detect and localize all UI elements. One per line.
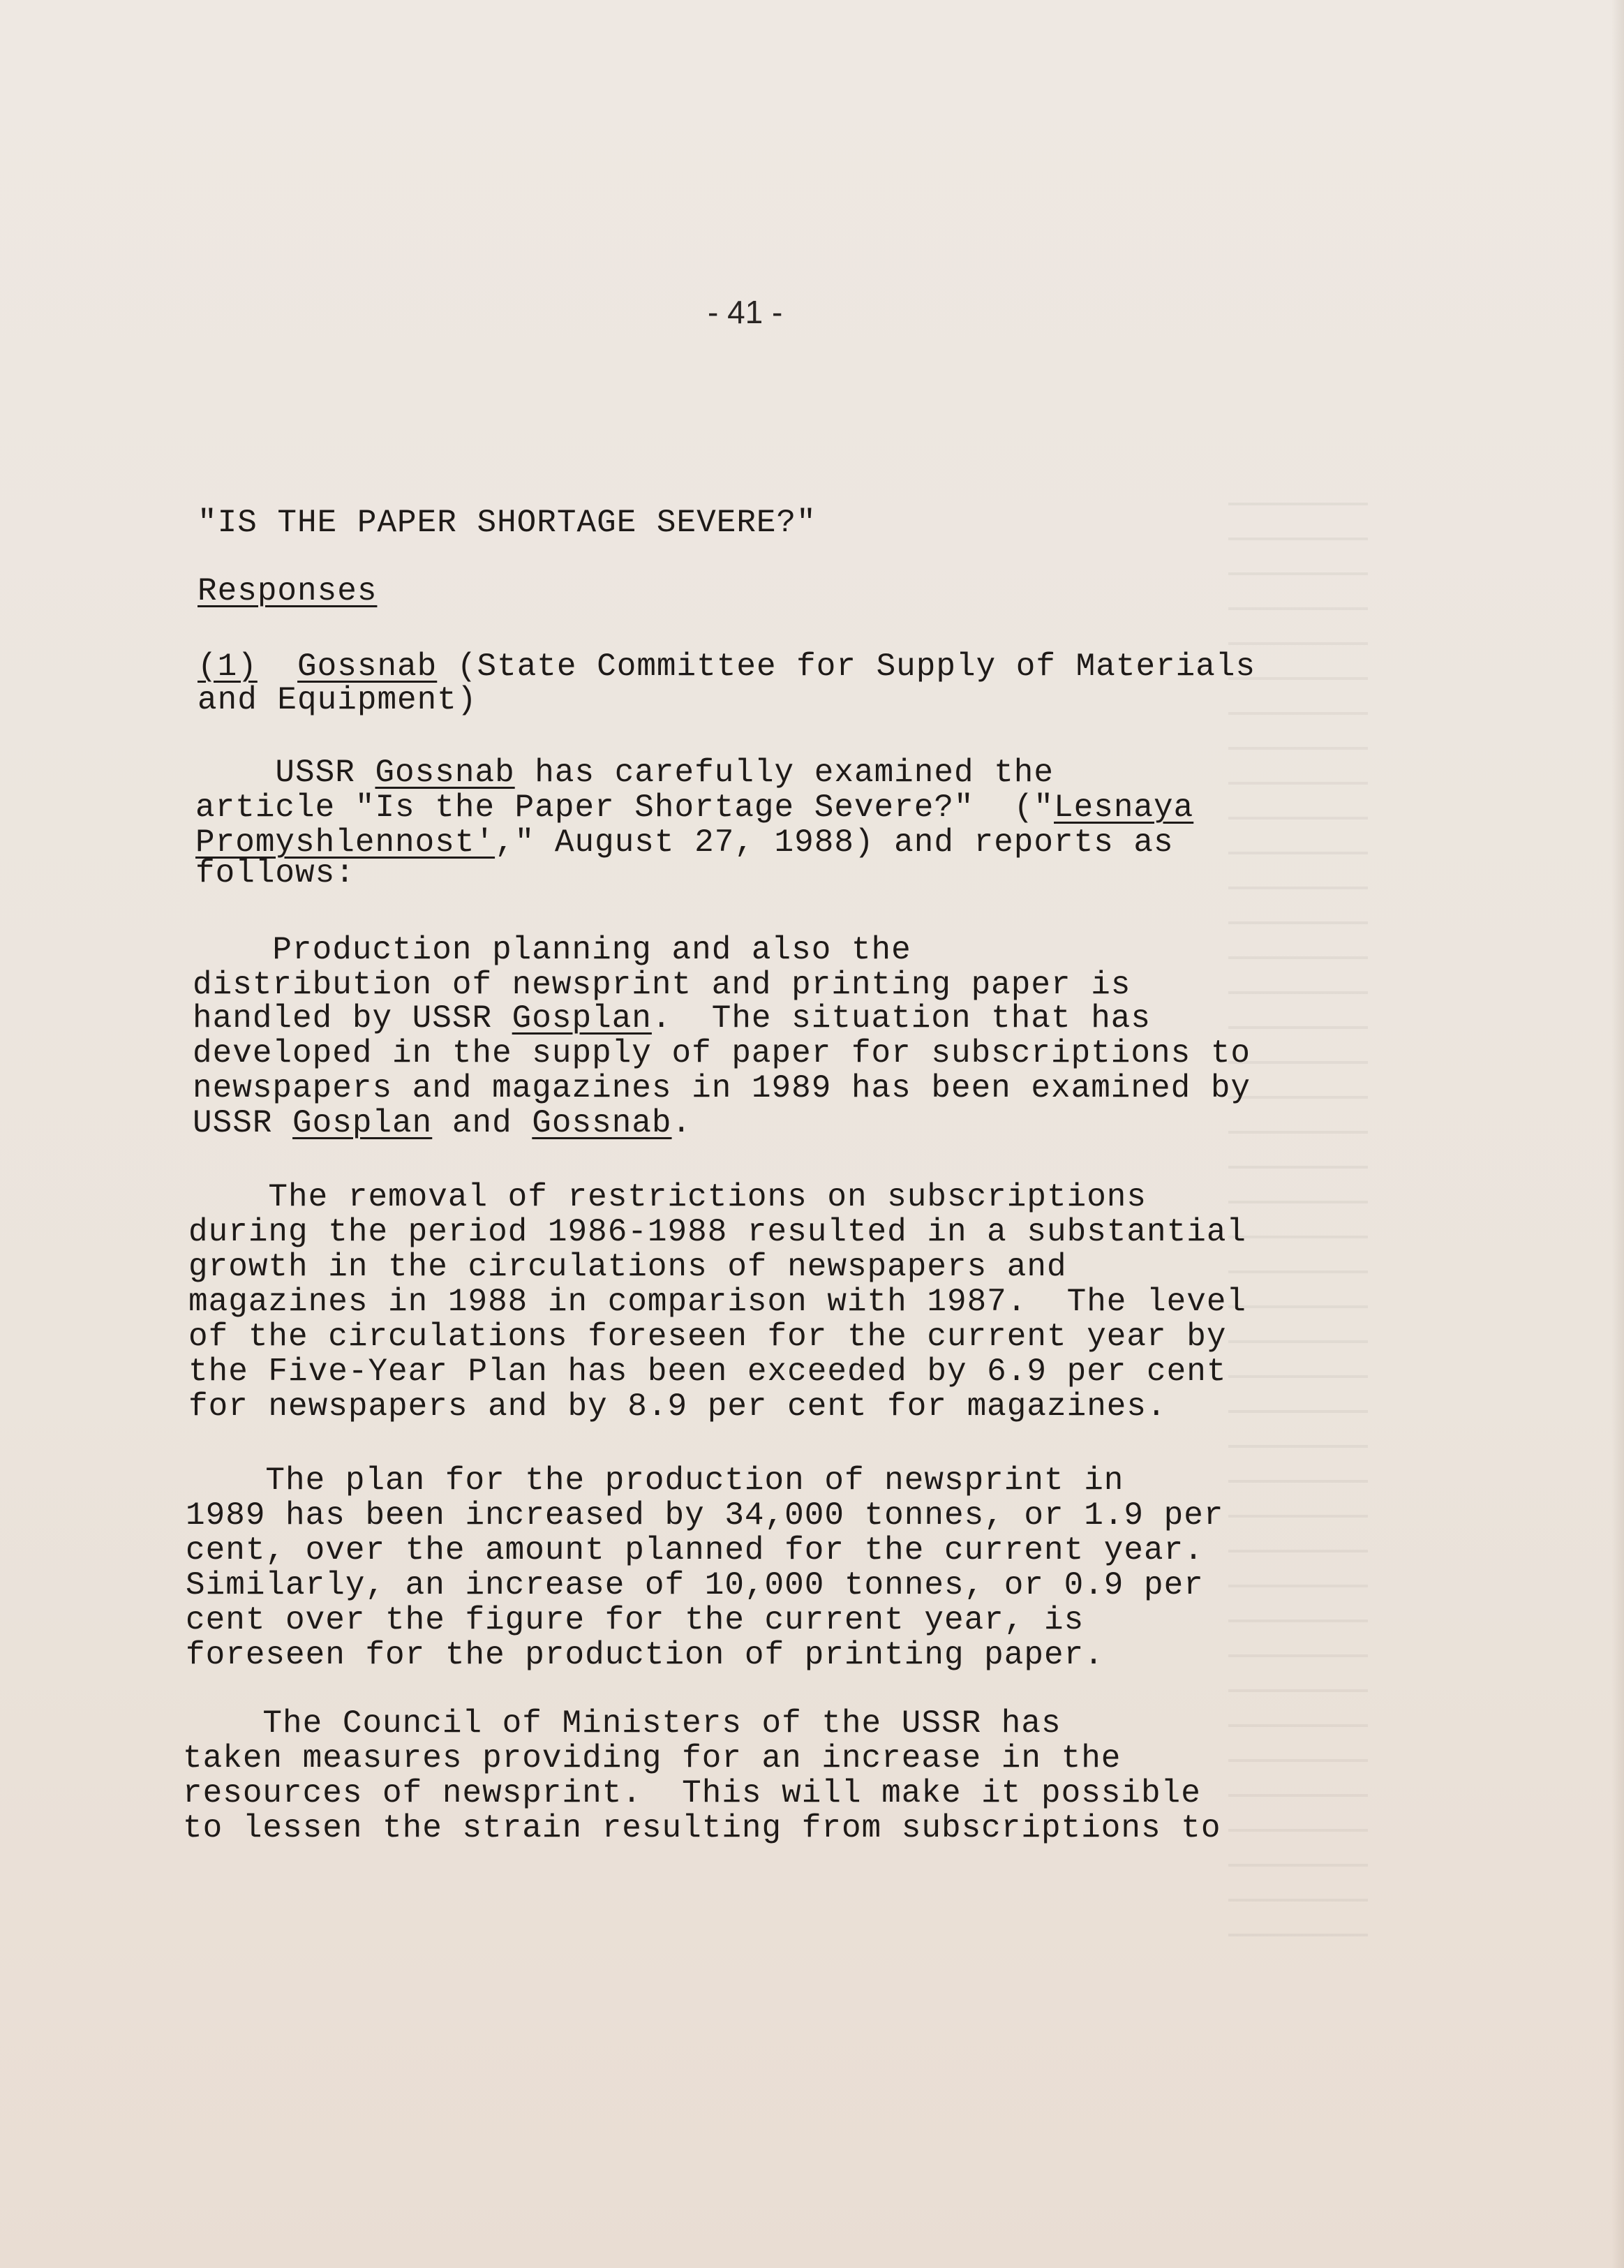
para4-line-6: foreseen for the production of printing paper.	[186, 1637, 1104, 1673]
para4-line-1: The plan for the production of newsprint in	[186, 1462, 1124, 1499]
response-number: (1)	[198, 648, 258, 685]
para4-line-4: Similarly, an increase of 10,000 tonnes, or 0.9 per	[186, 1567, 1204, 1603]
document-title: "IS THE PAPER SHORTAGE SEVERE?"	[198, 505, 817, 541]
para2-line-2: distribution of newsprint and printing paper is	[193, 967, 1131, 1003]
para4-line-2: 1989 has been increased by 34,000 tonnes, or 1.9 per	[186, 1497, 1224, 1534]
para3-line-1: The removal of restrictions on subscriptions	[188, 1179, 1147, 1215]
para5-line-3: resources of newsprint. This will make it possible	[183, 1775, 1201, 1811]
para1-line-1: USSR Gossnab has carefully examined the	[195, 755, 1055, 791]
para1-line-3: Promyshlennost'," August 27, 1988) and reports as	[195, 824, 1174, 861]
responses-heading: Responses	[198, 573, 378, 609]
para1-line-2: article "Is the Paper Shortage Severe?" ("Lesnaya	[195, 790, 1194, 826]
para5-line-4: to lessen the strain resulting from subscriptions to	[183, 1810, 1221, 1846]
para2-line-1: Production planning and also the	[193, 932, 911, 968]
response-org-description: (State Committee for Supply of Materials	[437, 648, 1256, 685]
response-org: Gossnab	[297, 648, 438, 685]
page-edge-shadow	[1611, 0, 1624, 2268]
response-heading-line-2: and Equipment)	[198, 682, 477, 718]
page-number: - 41 -	[708, 294, 783, 330]
para1-line-4: follows:	[195, 855, 355, 891]
para5-line-2: taken measures providing for an increase in the	[183, 1740, 1122, 1777]
para5-line-1: The Council of Ministers of the USSR has	[183, 1705, 1061, 1742]
section-heading	[198, 574, 377, 609]
para3-line-5: of the circulations foreseen for the current year by	[188, 1319, 1227, 1355]
para3-line-4: magazines in 1988 in comparison with 1987. The level	[188, 1284, 1247, 1320]
para3-line-6: the Five-Year Plan has been exceeded by 6.9 per cent	[188, 1354, 1227, 1390]
para2-line-3: handled by USSR Gosplan. The situation that has	[193, 1000, 1152, 1037]
para3-line-7: for newspapers and by 8.9 per cent for magazines.	[188, 1388, 1167, 1425]
para4-line-5: cent over the figure for the current year, is	[186, 1602, 1085, 1638]
para4-line-3: cent, over the amount planned for the current year.	[186, 1532, 1204, 1569]
response-heading-line-1	[198, 649, 1256, 684]
para2-line-5: newspapers and magazines in 1989 has been examined by	[193, 1070, 1251, 1106]
para3-line-2: during the period 1986-1988 resulted in a substantial	[188, 1214, 1247, 1250]
show-through-texture	[1228, 503, 1368, 1969]
para2-line-6: USSR Gosplan and Gossnab.	[193, 1105, 692, 1141]
para3-line-3: growth in the circulations of newspapers and	[188, 1249, 1067, 1285]
para2-line-4: developed in the supply of paper for subscriptions to	[193, 1035, 1251, 1072]
